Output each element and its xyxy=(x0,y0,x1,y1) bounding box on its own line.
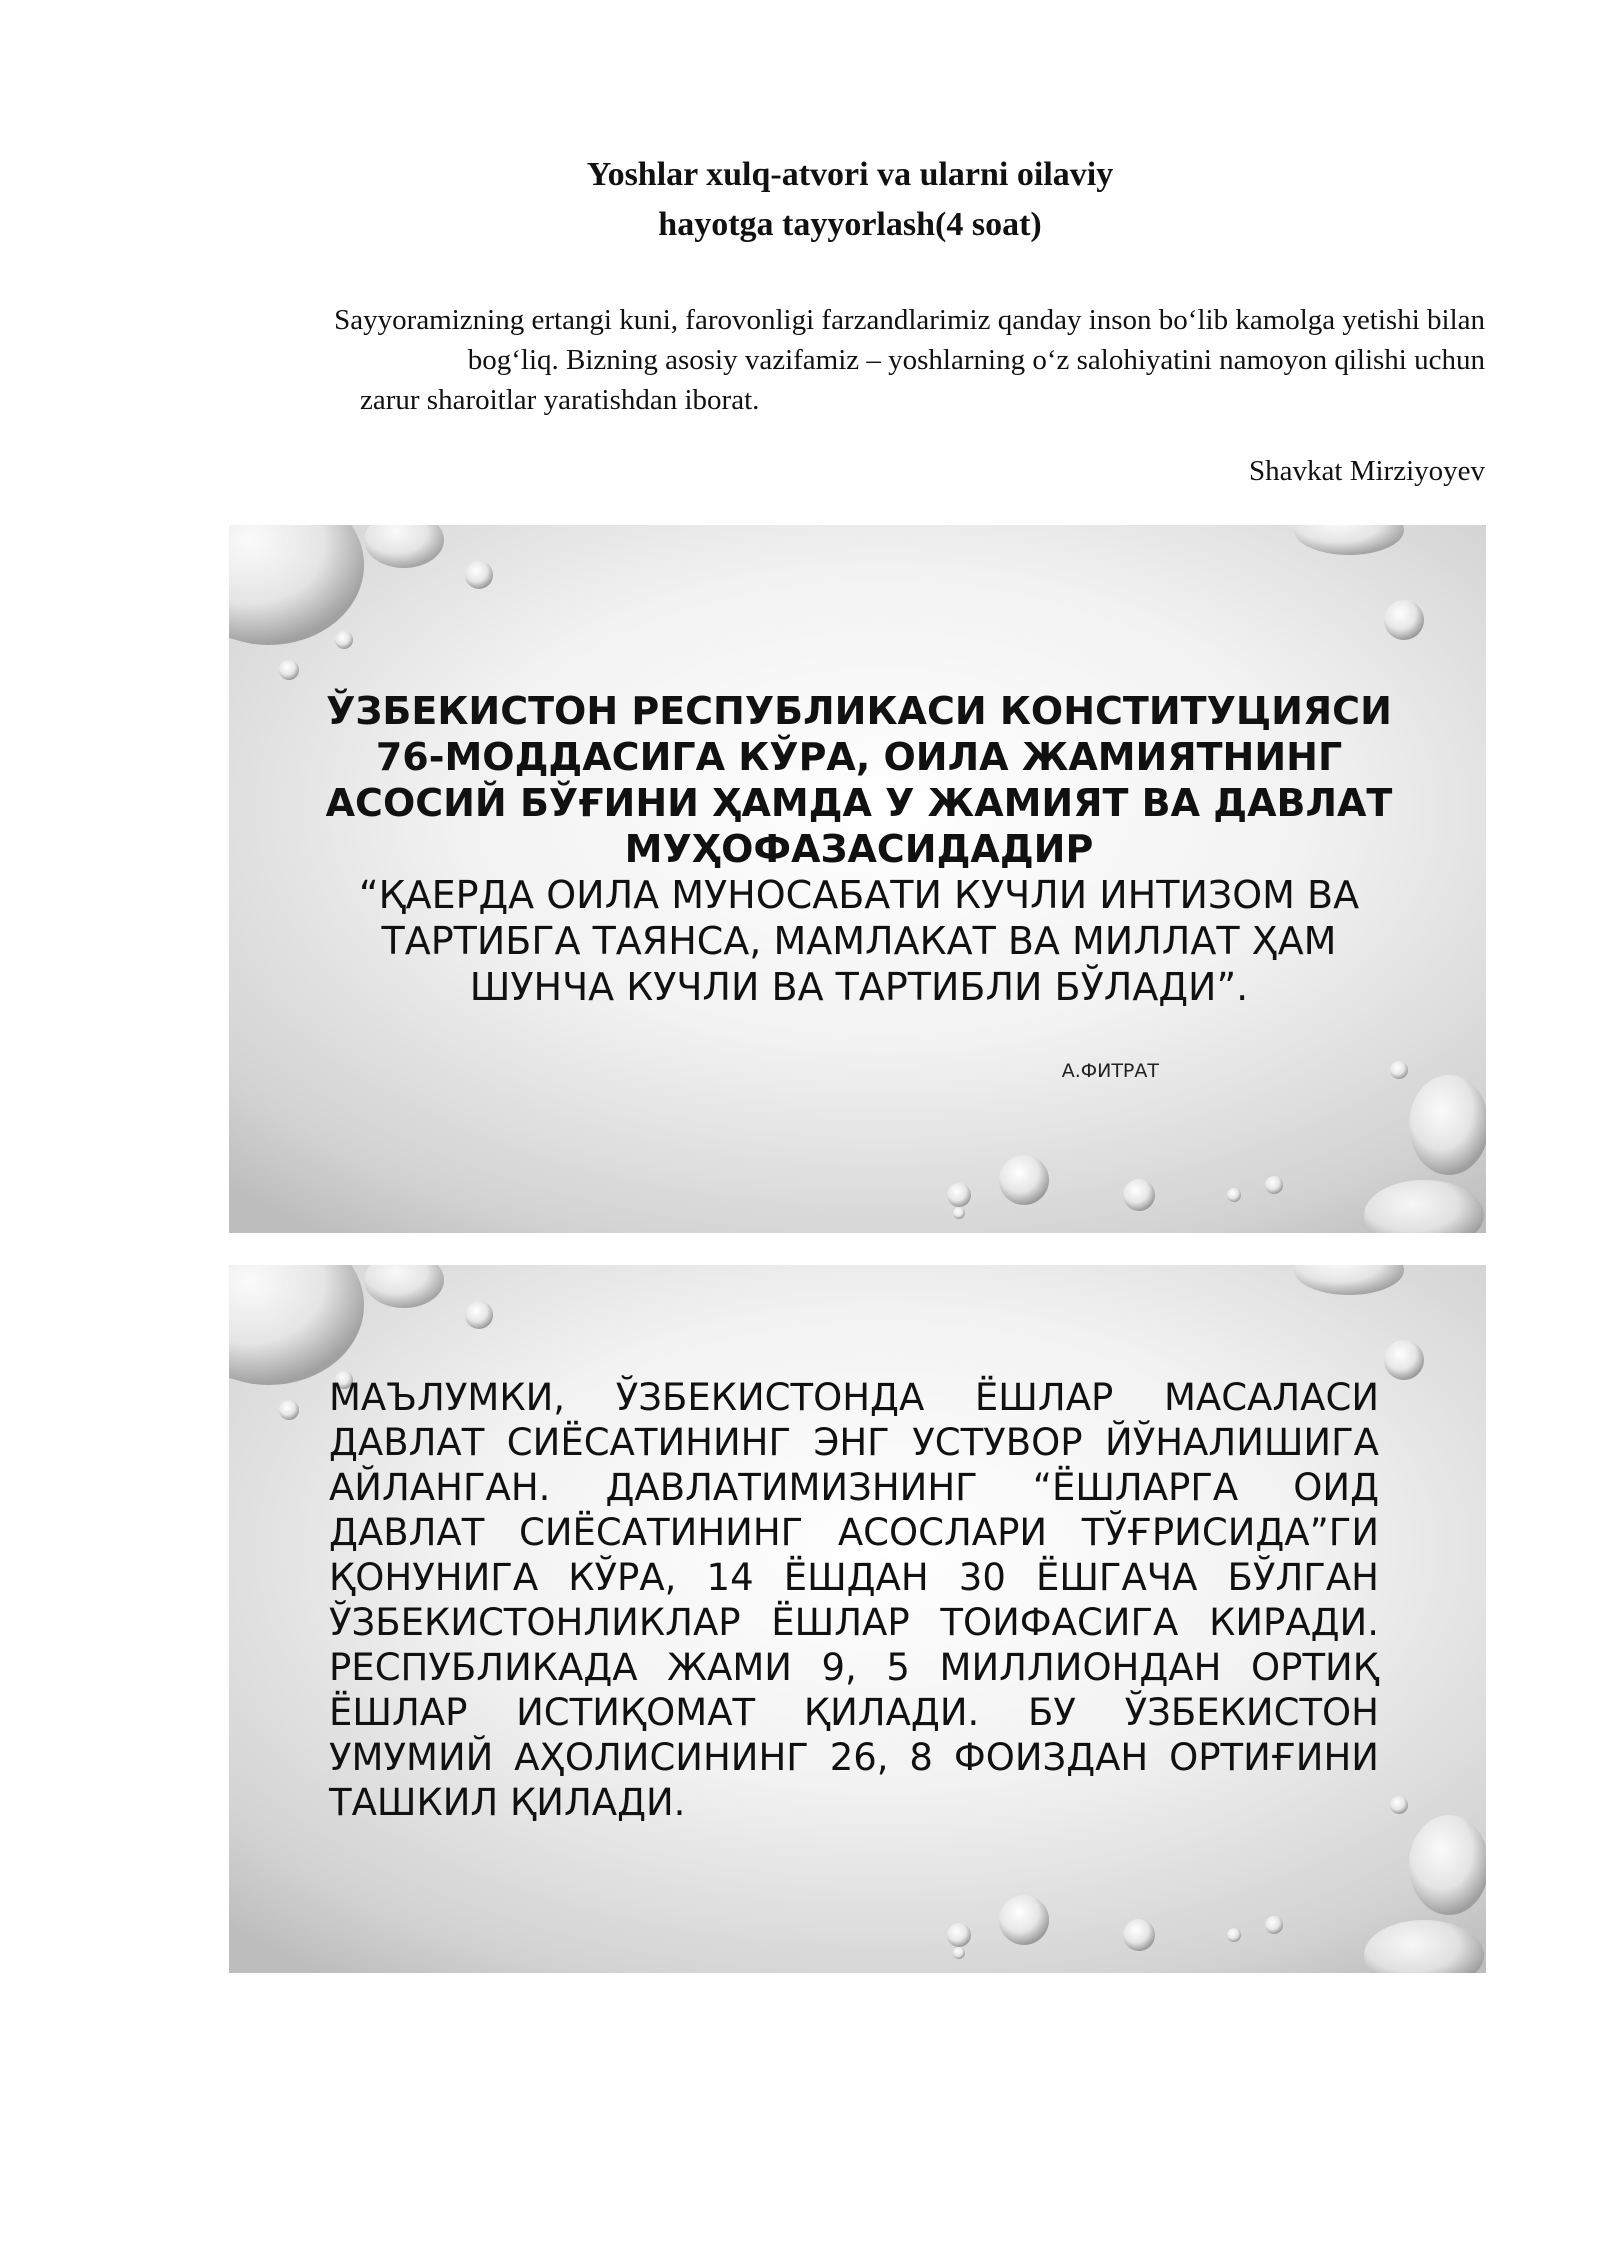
slide1-quote: “ҚАЕРДА ОИЛА МУНОСАБАТИ КУЧЛИ ИНТИЗОМ ВА ТАРТИБГА ТАЯНСА, МАМЛАКАТ ВА МИЛЛАТ ҲАМ ШУНЧА КУЧЛИ ВА ТАРТИБЛИ БЎЛАДИ”. xyxy=(358,873,1360,1009)
title-line-1: Yoshlar xulq-atvori va ularni oilaviy xyxy=(586,156,1114,193)
slide-image-constitution xyxy=(229,525,1486,1233)
title-line-2: hayotga tayyorlash(4 soat) xyxy=(658,206,1042,243)
epigraph-text: Sayyoramizning ertangi kuni, farovonligi farzandlarimiz qanday inson bo‘lib kamolga yetishi bilan bog‘liq. Bizning asosiy vazifamiz – yoshlarning o‘z salohiyatini namoyon qilishi uchun xyxy=(334,304,1485,376)
slide-image-youth-statistics xyxy=(229,1265,1486,1973)
epigraph-author: Shavkat Mirziyoyev xyxy=(1249,455,1485,487)
document-title xyxy=(0,150,1600,250)
epigraph-text-last: zarur sharoitlar yaratishdan iborat. xyxy=(360,384,760,416)
slide1-main-text xyxy=(309,688,1409,1010)
slide1-constitution-text: ЎЗБЕКИСТОН РЕСПУБЛИКАСИ КОНСТИТУЦИЯСИ 76-МОДДАСИГА КЎРА, ОИЛА ЖАМИЯТНИНГ АСОСИЙ БЎҒИНИ ҲАМДА У ЖАМИЯТ ВА ДАВЛАТ МУҲОФАЗАСИДАДИР xyxy=(325,689,1393,871)
slide1-quote-author: А.ФИТРАТ xyxy=(1061,1060,1159,1082)
epigraph xyxy=(270,300,1485,420)
slide2-text: МАЪЛУМКИ, ЎЗБЕКИСТОНДА ЁШЛАР МАСАЛАСИ ДАВЛАТ СИЁСАТИНИНГ ЭНГ УСТУВОР ЙЎНАЛИШИГА АЙЛАНГАН. ДАВЛАТИМИЗНИНГ “ЁШЛАРГА ОИД ДАВЛАТ СИЁСАТИНИНГ АСОСЛАРИ ТЎҒРИСИДА”ГИ ҚОНУНИГА КЎРА, 14 ЁШДАН 30 ЁШГАЧА БЎЛГАН ЎЗБЕКИСТОНЛИКЛАР ЁШЛАР ТОИФАСИГА КИРАДИ. РЕСПУБЛИКАДА ЖАМИ 9, 5 МИЛЛИОНДАН ОРТИҚ ЁШЛАР ИСТИҚОМАТ ҚИЛАДИ. БУ ЎЗБЕКИСТОН УМУМИЙ АҲОЛИСИНИНГ 26, 8 ФОИЗДАН ОРТИҒИНИ ТАШКИЛ ҚИЛАДИ. xyxy=(329,1376,1379,1824)
